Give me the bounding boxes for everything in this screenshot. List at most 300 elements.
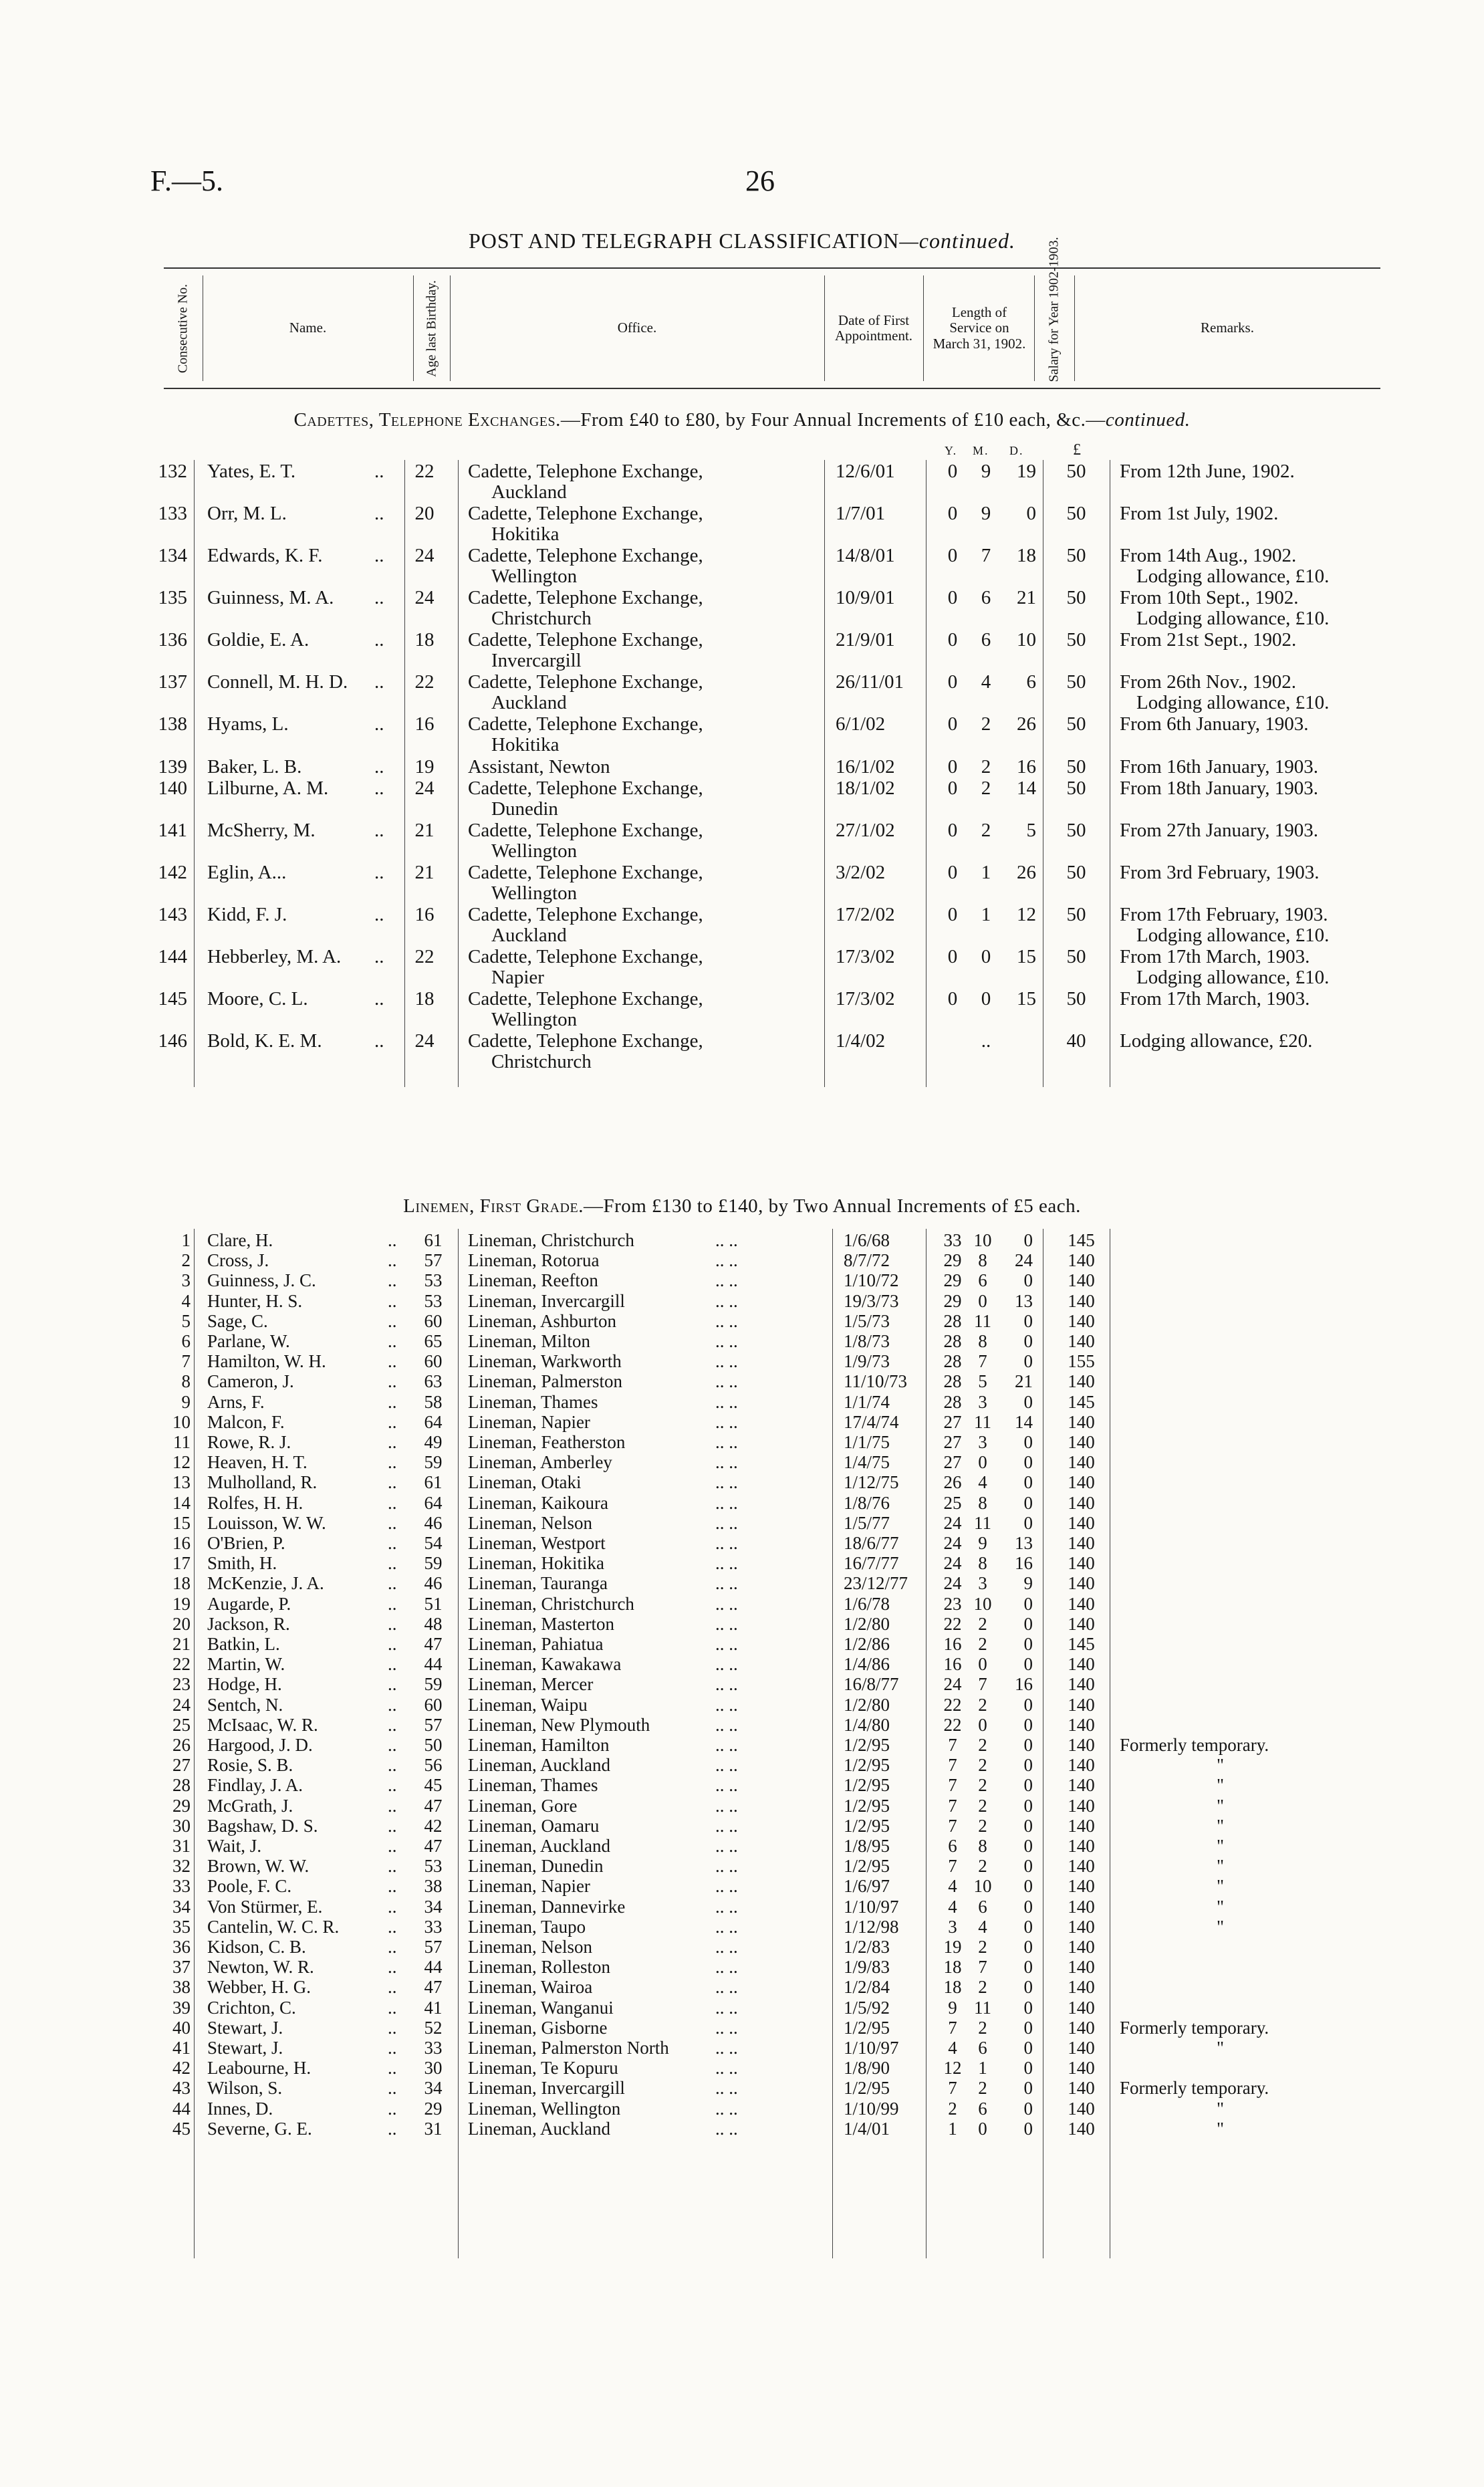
row-months: 4 [978,1472,987,1493]
row-office-place: Hokitika [491,523,560,545]
row-number: 41 [172,2038,191,2058]
leader-dots: .. [388,1977,397,1998]
row-office-place: Christchurch [491,608,592,629]
row-remarks: Formerly temporary. [1120,1735,1269,1755]
cadette-row [0,461,1484,503]
page-number: 26 [745,164,775,197]
lineman-row [0,1513,1484,1534]
leader-dots: .. [388,1836,397,1856]
row-office: Lineman, New Plymouth [468,1714,650,1735]
row-office: Lineman, Napier [468,1876,590,1897]
row-number: 146 [158,1030,187,1052]
row-office: Lineman, Palmerston North [468,2038,669,2058]
leader-dots: .. .. [715,1755,738,1776]
row-age: 33 [424,2038,443,2058]
row-appointment-date: 1/5/92 [844,1997,890,2018]
leader-dots: .. [388,1371,397,1392]
row-salary: 140 [1068,1795,1095,1816]
row-days: 0 [1023,1916,1033,1937]
leader-dots: .. [388,1997,397,2018]
row-appointment-date: 16/8/77 [844,1674,899,1695]
row-age: 60 [424,1351,443,1372]
row-appointment-date: 1/2/95 [844,1775,890,1796]
row-number: 15 [172,1512,191,1533]
row-age: 33 [424,1916,443,1937]
row-office: Lineman, Thames [468,1391,598,1412]
leader-dots: .. [388,2098,397,2119]
row-days: 0 [1023,1997,1033,2018]
row-age: 44 [424,1957,443,1978]
row-appointment-date: 1/4/80 [844,1714,890,1735]
row-office-place: Napier [491,967,544,988]
row-salary: 50 [1066,946,1086,967]
lineman-row [0,1351,1484,1372]
row-number: 17 [172,1553,191,1574]
row-salary: 140 [1068,1492,1095,1513]
leader-dots: .. .. [715,1634,738,1654]
row-salary: 140 [1068,1512,1095,1533]
cadette-row [0,503,1484,545]
row-months: 6 [981,629,991,650]
leader-dots: .. .. [715,1250,738,1271]
row-number: 141 [158,820,187,841]
row-months: 0 [978,1654,987,1675]
row-years: 0 [947,904,958,925]
row-office: Lineman, Invercargill [468,2078,625,2099]
row-office: Lineman, Gisborne [468,2017,608,2038]
title-main: POST AND TELEGRAPH CLASSIFICATION [469,229,900,253]
row-number: 136 [158,629,187,650]
section1-heading-continued: continued. [1105,409,1191,431]
lineman-row [0,1250,1484,1271]
lineman-row [0,1937,1484,1958]
row-remarks-extra: Lodging allowance, £10. [1136,566,1330,587]
leader-dots: .. [388,1230,397,1250]
row-years: 22 [943,1613,962,1634]
row-office: Lineman, Invercargill [468,1290,625,1311]
row-appointment-date: 1/2/80 [844,1613,890,1634]
row-years: 0 [947,461,958,482]
row-name: Louisson, W. W. [207,1512,326,1533]
cadette-row [0,989,1484,1030]
row-appointment-date: 16/7/77 [844,1553,899,1574]
row-age: 44 [424,1654,443,1675]
row-years: 22 [943,1714,962,1735]
leader-dots: .. [388,1432,397,1452]
row-age: 46 [424,1573,443,1594]
leader-dots: .. .. [715,1613,738,1634]
lineman-row [0,1230,1484,1251]
row-appointment-date: 6/1/02 [836,713,886,735]
row-number: 24 [172,1694,191,1715]
lineman-row [0,1796,1484,1816]
row-salary: 140 [1068,1997,1095,2018]
leader-dots: .. [388,1533,397,1553]
row-number: 43 [172,2078,191,2099]
row-office-place: Auckland [491,481,567,503]
row-name: Stewart, J. [207,2017,283,2038]
row-name: Cantelin, W. C. R. [207,1916,340,1937]
row-number: 140 [158,778,187,799]
row-years: 29 [943,1250,962,1271]
unit-days: D. [1009,444,1024,457]
row-years: 3 [948,1916,957,1937]
row-age: 20 [414,503,435,524]
col-consecutive-label: Consecutive No. [175,283,191,373]
row-age: 30 [424,2058,443,2079]
row-days: 6 [1026,671,1036,693]
row-age: 61 [424,1472,443,1493]
row-name: Bold, K. E. M. [207,1030,322,1052]
leader-dots: .. [374,946,384,967]
row-name: Leabourne, H. [207,2058,312,2079]
row-salary: 50 [1066,820,1086,841]
lineman-row [0,2099,1484,2119]
row-months: 10 [973,1593,992,1614]
row-number: 2 [181,1250,191,1271]
row-months: 7 [978,1351,987,1372]
leader-dots: .. [374,503,384,524]
row-days: 0 [1023,1795,1033,1816]
row-years: 16 [943,1654,962,1675]
row-salary: 140 [1068,1937,1095,1957]
page-title [0,229,1484,253]
row-office: Lineman, Rotorua [468,1250,600,1271]
row-age: 59 [424,1553,443,1574]
row-office: Lineman, Westport [468,1533,606,1553]
row-salary: 140 [1068,1775,1095,1796]
row-appointment-date: 1/2/86 [844,1634,890,1654]
row-remarks: From 1st July, 1902. [1120,503,1279,524]
row-name: Clare, H. [207,1230,273,1250]
leader-dots: .. [388,1250,397,1271]
row-number: 44 [172,2098,191,2119]
row-salary: 140 [1068,1977,1095,1998]
leader-dots: .. [388,1634,397,1654]
row-age: 52 [424,2017,443,2038]
row-number: 145 [158,988,187,1010]
leader-dots: .. [388,1573,397,1594]
row-age: 24 [414,1030,435,1052]
row-age: 42 [424,1815,443,1836]
lineman-row [0,1998,1484,2018]
row-appointment-date: 19/3/73 [844,1290,899,1311]
row-office: Lineman, Nelson [468,1512,592,1533]
leader-dots: .. .. [715,1714,738,1735]
lineman-row [0,1392,1484,1413]
row-appointment-date: 1/9/73 [844,1351,890,1372]
row-appointment-date: 1/4/01 [844,2118,890,2139]
row-number: 22 [172,1654,191,1675]
row-name: Sage, C. [207,1310,268,1331]
row-age: 16 [414,713,435,735]
row-remarks: " [1217,1896,1225,1917]
lineman-row [0,1917,1484,1937]
leader-dots: .. [388,1876,397,1897]
row-age: 49 [424,1432,443,1452]
row-age: 19 [414,756,435,778]
row-years: 7 [948,1735,957,1755]
leader-dots: .. .. [715,1290,738,1311]
leader-dots: .. .. [715,1533,738,1553]
leader-dots: .. [388,2017,397,2038]
row-appointment-date: 3/2/02 [836,862,886,883]
row-number: 8 [181,1371,191,1392]
row-office: Lineman, Featherston [468,1432,626,1452]
row-appointment-date: 12/6/01 [836,461,895,482]
row-appointment-date: 1/10/72 [844,1270,899,1291]
leader-dots: .. .. [715,1856,738,1877]
row-months: 11 [974,1310,991,1331]
row-months: 2 [981,820,991,841]
row-days: 0 [1023,2038,1033,2058]
cadette-row [0,672,1484,713]
row-age: 50 [424,1735,443,1755]
row-days: 0 [1023,1593,1033,1614]
row-years: 26 [943,1472,962,1493]
leader-dots: .. [388,1896,397,1917]
row-name: McKenzie, J. A. [207,1573,324,1594]
row-number: 34 [172,1896,191,1917]
row-number: 36 [172,1937,191,1957]
row-name: Rolfes, H. H. [207,1492,303,1513]
leader-dots: .. [388,2118,397,2139]
row-appointment-date: 1/2/95 [844,2078,890,2099]
row-years: 7 [948,2078,957,2099]
row-days: 0 [1023,2058,1033,2079]
cadette-row [0,630,1484,671]
row-appointment-date: 1/2/95 [844,1755,890,1776]
row-months: .. [981,1030,991,1052]
leader-dots: .. .. [715,1836,738,1856]
row-salary: 140 [1068,1270,1095,1291]
lineman-row [0,2119,1484,2139]
row-years: 28 [943,1371,962,1392]
leader-dots: .. [388,1472,397,1493]
row-days: 9 [1023,1573,1033,1594]
row-name: Moore, C. L. [207,988,308,1010]
row-name: Wilson, S. [207,2078,283,2099]
leader-dots: .. [388,2078,397,2099]
row-salary: 145 [1068,1391,1095,1412]
row-number: 135 [158,587,187,608]
row-number: 18 [172,1573,191,1594]
row-salary: 140 [1068,1310,1095,1331]
row-name: Hargood, J. D. [207,1735,313,1755]
row-days: 0 [1023,1714,1033,1735]
row-days: 0 [1023,2078,1033,2099]
row-days: 0 [1023,1694,1033,1715]
row-appointment-date: 1/4/75 [844,1452,890,1473]
row-days: 18 [1017,545,1036,566]
leader-dots: .. [374,1030,384,1052]
row-name: Hyams, L. [207,713,289,735]
leader-dots: .. .. [715,1916,738,1937]
row-name: Kidson, C. B. [207,1937,306,1957]
leader-dots: .. .. [715,1876,738,1897]
row-salary: 140 [1068,2038,1095,2058]
row-office: Cadette, Telephone Exchange, [468,820,703,841]
row-number: 6 [181,1331,191,1351]
row-years: 4 [948,1876,957,1897]
row-number: 132 [158,461,187,482]
row-office: Lineman, Masterton [468,1613,614,1634]
row-months: 5 [978,1371,987,1392]
row-years: 12 [943,2058,962,2079]
lineman-row [0,2058,1484,2079]
row-months: 0 [981,988,991,1010]
lineman-row [0,2038,1484,2058]
row-months: 11 [974,1512,991,1533]
row-appointment-date: 1/2/80 [844,1694,890,1715]
col-salary-label: Salary for Year 1902-1903. [1046,236,1062,382]
row-name: Rosie, S. B. [207,1755,293,1776]
row-age: 16 [414,904,435,925]
col-salary [1034,236,1074,388]
row-number: 13 [172,1472,191,1493]
leader-dots: .. .. [715,1512,738,1533]
row-days: 0 [1023,2118,1033,2139]
row-days: 14 [1015,1411,1033,1432]
row-number: 38 [172,1977,191,1998]
cadette-row [0,905,1484,946]
row-months: 2 [978,1735,987,1755]
row-name: Jackson, R. [207,1613,290,1634]
leader-dots: .. [388,1795,397,1816]
row-appointment-date: 1/7/01 [836,503,886,524]
lineman-row [0,1856,1484,1877]
row-age: 24 [414,545,435,566]
row-years: 29 [943,1290,962,1311]
row-months: 6 [978,1270,987,1291]
leader-dots: .. [388,1613,397,1634]
row-months: 4 [981,671,991,693]
row-days: 0 [1023,1613,1033,1634]
leader-dots: .. [388,1735,397,1755]
row-number: 27 [172,1755,191,1776]
row-years: 4 [948,1896,957,1917]
row-name: Rowe, R. J. [207,1432,291,1452]
row-salary: 140 [1068,1815,1095,1836]
row-office: Cadette, Telephone Exchange, [468,862,703,883]
row-office: Lineman, Ashburton [468,1310,616,1331]
row-number: 137 [158,671,187,693]
leader-dots: .. [388,2058,397,2079]
row-appointment-date: 1/5/77 [844,1512,890,1533]
row-appointment-date: 18/6/77 [844,1533,899,1553]
leader-dots: .. .. [715,1654,738,1675]
row-name: Guinness, J. C. [207,1270,316,1291]
row-days: 14 [1017,778,1036,799]
row-appointment-date: 1/9/83 [844,1957,890,1978]
row-office-place: Wellington [491,882,578,904]
lineman-row [0,1977,1484,1998]
lineman-row [0,1614,1484,1635]
row-remarks: " [1217,1916,1225,1937]
leader-dots: .. [388,1916,397,1937]
row-office-place: Wellington [491,840,578,862]
row-remarks: From 12th June, 1902. [1120,461,1295,482]
row-days: 0 [1023,1977,1033,1998]
row-months: 7 [978,1674,987,1695]
row-appointment-date: 8/7/72 [844,1250,890,1271]
row-number: 42 [172,2058,191,2079]
row-appointment-date: 1/2/95 [844,1735,890,1755]
cadette-row [0,714,1484,755]
row-salary: 140 [1068,1290,1095,1311]
row-months: 2 [978,1755,987,1776]
row-months: 2 [978,1613,987,1634]
row-remarks: Formerly temporary. [1120,2078,1269,2099]
section1-heading-text: —From £40 to £80, by Four Annual Increments of £10 each, &c.— [560,409,1106,431]
row-appointment-date: 1/5/73 [844,1310,890,1331]
row-office: Lineman, Auckland [468,1755,610,1776]
row-remarks: From 16th January, 1903. [1120,756,1318,778]
row-number: 21 [172,1634,191,1654]
leader-dots: .. [374,545,384,566]
row-age: 57 [424,1250,443,1271]
row-months: 11 [974,1411,991,1432]
row-age: 59 [424,1674,443,1695]
row-number: 12 [172,1452,191,1473]
row-age: 47 [424,1634,443,1654]
row-office: Lineman, Gore [468,1795,578,1816]
lineman-row [0,1674,1484,1695]
row-office: Lineman, Kawakawa [468,1654,622,1675]
col-date: Date of First Appointment. [834,312,913,344]
row-number: 4 [181,1290,191,1311]
leader-dots: .. [374,778,384,799]
row-salary: 50 [1066,713,1086,735]
row-name: Malcon, F. [207,1411,285,1432]
row-name: Wait, J. [207,1836,262,1856]
leader-dots: .. .. [715,1230,738,1250]
row-number: 3 [181,1270,191,1291]
row-years: 2 [948,2098,957,2119]
row-name: Bagshaw, D. S. [207,1815,318,1836]
row-salary: 140 [1068,1250,1095,1271]
row-office-place: Auckland [491,692,567,713]
row-days: 0 [1023,1492,1033,1513]
row-years: 24 [943,1573,962,1594]
row-number: 139 [158,756,187,778]
unit-pound: £ [1073,441,1082,459]
leader-dots: .. .. [715,2058,738,2079]
row-name: Mulholland, R. [207,1472,318,1493]
row-months: 10 [973,1230,992,1250]
row-salary: 40 [1066,1030,1086,1052]
row-appointment-date: 23/12/77 [844,1573,908,1594]
row-salary: 140 [1068,1613,1095,1634]
row-salary: 50 [1066,756,1086,778]
row-months: 2 [978,1856,987,1877]
row-years: 16 [943,1634,962,1654]
row-salary: 140 [1068,1735,1095,1755]
leader-dots: .. .. [715,1553,738,1574]
row-salary: 140 [1068,1714,1095,1735]
lineman-row [0,2018,1484,2038]
row-name: Hodge, H. [207,1674,282,1695]
row-office: Cadette, Telephone Exchange, [468,629,703,650]
leader-dots: .. [374,587,384,608]
leader-dots: .. .. [715,1957,738,1978]
row-days: 0 [1023,1391,1033,1412]
row-remarks: " [1217,1876,1225,1897]
row-years: 28 [943,1310,962,1331]
lineman-row [0,1836,1484,1857]
row-months: 9 [978,1533,987,1553]
row-name: Innes, D. [207,2098,273,2119]
